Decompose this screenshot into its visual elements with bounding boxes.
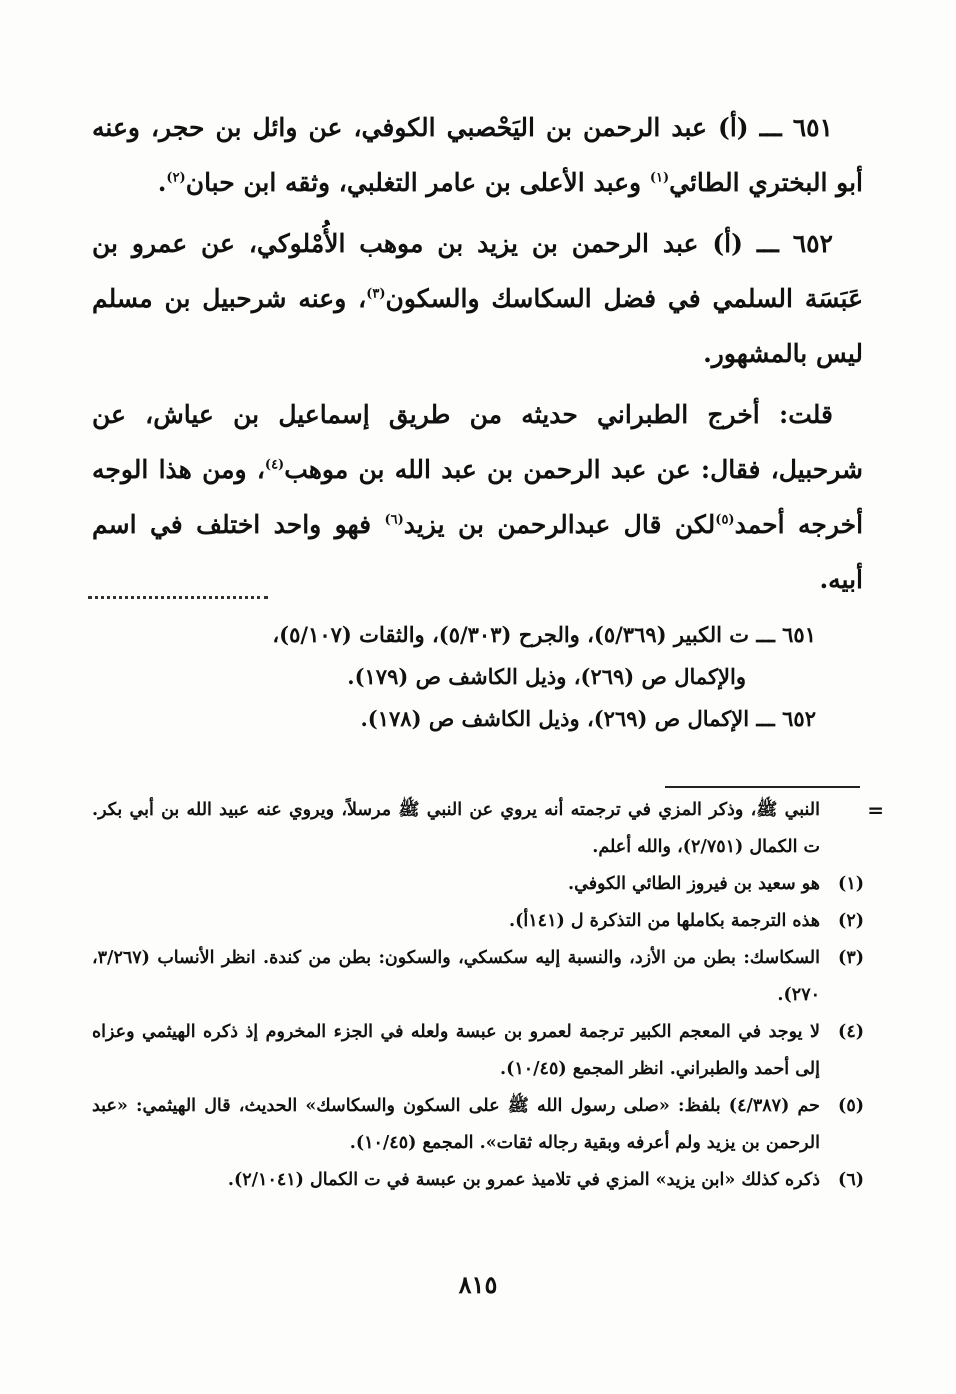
entry-652-text-cont: ، وعنه شرحبيل بن مسلم ليس بالمشهور. — [92, 284, 863, 368]
footnote-number: (٤) — [838, 1022, 864, 1042]
comment-paragraph — [92, 387, 863, 607]
main-text — [92, 100, 863, 607]
footnote-number: (٥) — [838, 1096, 864, 1116]
entry-651-end: . — [157, 168, 167, 197]
entry-651-text: ٦٥١ ـــ (أ) عبد الرحمن بن اليَحْصبي الكوفي، عن وائل بن حجر، وعنه أبو البختري الطائي — [92, 113, 863, 197]
footnote-ref-6: (٦) — [384, 512, 404, 528]
footnote-text: السكاسك: بطن من الأزد، والنسبة إليه سكسكي، والسكون: بطن من كندة. انظر الأنساب (٣/٢٦٧، ٢٧٠). — [92, 948, 820, 1005]
footnote-ref-2: (٢) — [166, 170, 186, 186]
footnote-number: (١) — [838, 874, 864, 894]
source-651-line2: والإكمال ص (٢٦٩)، وذيل الكاشف ص (١٧٩). — [347, 664, 746, 689]
entry-652 — [92, 216, 863, 381]
footnote-text: هو سعيد بن فيروز الطائي الكوفي. — [568, 874, 820, 894]
footnote-ref-3: (٣) — [366, 286, 386, 302]
footnote-continuation — [92, 792, 884, 866]
footnotes-block — [92, 792, 884, 1199]
footnote-ref-1: (١) — [649, 170, 670, 186]
comment-text-c: لكن قال عبدالرحمن بن يزيد — [403, 510, 716, 539]
footnote-number: (٢) — [838, 911, 864, 931]
footnote-ref-4: (٤) — [264, 457, 285, 473]
dotted-separator — [88, 596, 268, 601]
entry-651-text-cont: وعبد الأعلى بن عامر التغلبي، وثقه ابن حبان — [185, 168, 650, 197]
continuation-mark: = — [867, 798, 884, 822]
entry-651 — [92, 100, 863, 210]
footnote-number: (٣) — [838, 948, 864, 968]
footnote-6 — [92, 1162, 864, 1199]
footnote-ref-5: (٥) — [715, 512, 735, 528]
sources-block — [100, 614, 816, 740]
comment-text-d: فهو واحد اختلف في اسم أبيه. — [92, 510, 863, 594]
footnote-2 — [92, 903, 864, 940]
source-651 — [100, 614, 816, 698]
footnote-number: (٦) — [838, 1170, 864, 1190]
footnote-text: لا يوجد في المعجم الكبير ترجمة لعمرو بن عبسة ولعله في الجزء المخروم إذ ذكره الهيثمي وعزاه إلى أحمد والطبراني. انظر المجمع (١٠/٤٥). — [92, 1022, 820, 1079]
source-652: ٦٥٢ ـــ الإكمال ص (٢٦٩)، وذيل الكاشف ص (١٧٨). — [360, 706, 816, 731]
footnote-text: ذكره كذلك «ابن يزيد» المزي في تلاميذ عمرو بن عبسة في ت الكمال (٢/١٠٤١). — [227, 1170, 820, 1190]
page-number: ٨١٥ — [458, 1270, 498, 1299]
footnote-3 — [92, 940, 864, 1014]
comment-text-b: ، ومن هذا الوجه أخرجه أحمد — [92, 455, 864, 539]
footnote-1 — [92, 866, 864, 903]
entry-652-text: ٦٥٢ ـــ (أ) عبد الرحمن بن يزيد بن موهب الأُمْلوكي، عن عمرو بن عَبَسَة السلمي في فضل السكاسك والسكون — [92, 229, 863, 313]
footnote-text: هذه الترجمة بكاملها من التذكرة ل (١٤١أ). — [509, 911, 820, 931]
source-651-line1: ٦٥١ ـــ ت الكبير (٥/٣٦٩)، والجرح (٥/٣٠٣)، والثقات (٥/١٠٧)، — [272, 622, 816, 647]
footnote-text: حم (٤/٣٨٧) بلفظ: «صلى رسول الله ﷺ على السكون والسكاسك» الحديث، قال الهيثمي: «عبد الرحمن بن يزيد ولم أعرفه وبقية رجاله ثقات». المجمع (١٠/٤٥). — [92, 1096, 820, 1153]
comment-text: قلت: أخرج الطبراني حديثه من طريق إسماعيل بن عياش، عن شرحبيل، فقال: عن عبد الرحمن بن عبد الله بن موهب — [92, 400, 863, 484]
footnote-rule — [665, 786, 860, 788]
continuation-text: النبي ﷺ، وذكر المزي في ترجمته أنه يروي عن النبي ﷺ مرسلاً، ويروي عنه عبيد الله بن أبي بكر. ت الكمال (٢/٧٥١)، والله أعلم. — [92, 800, 820, 857]
footnote-4 — [92, 1014, 864, 1088]
footnote-5 — [92, 1088, 864, 1162]
